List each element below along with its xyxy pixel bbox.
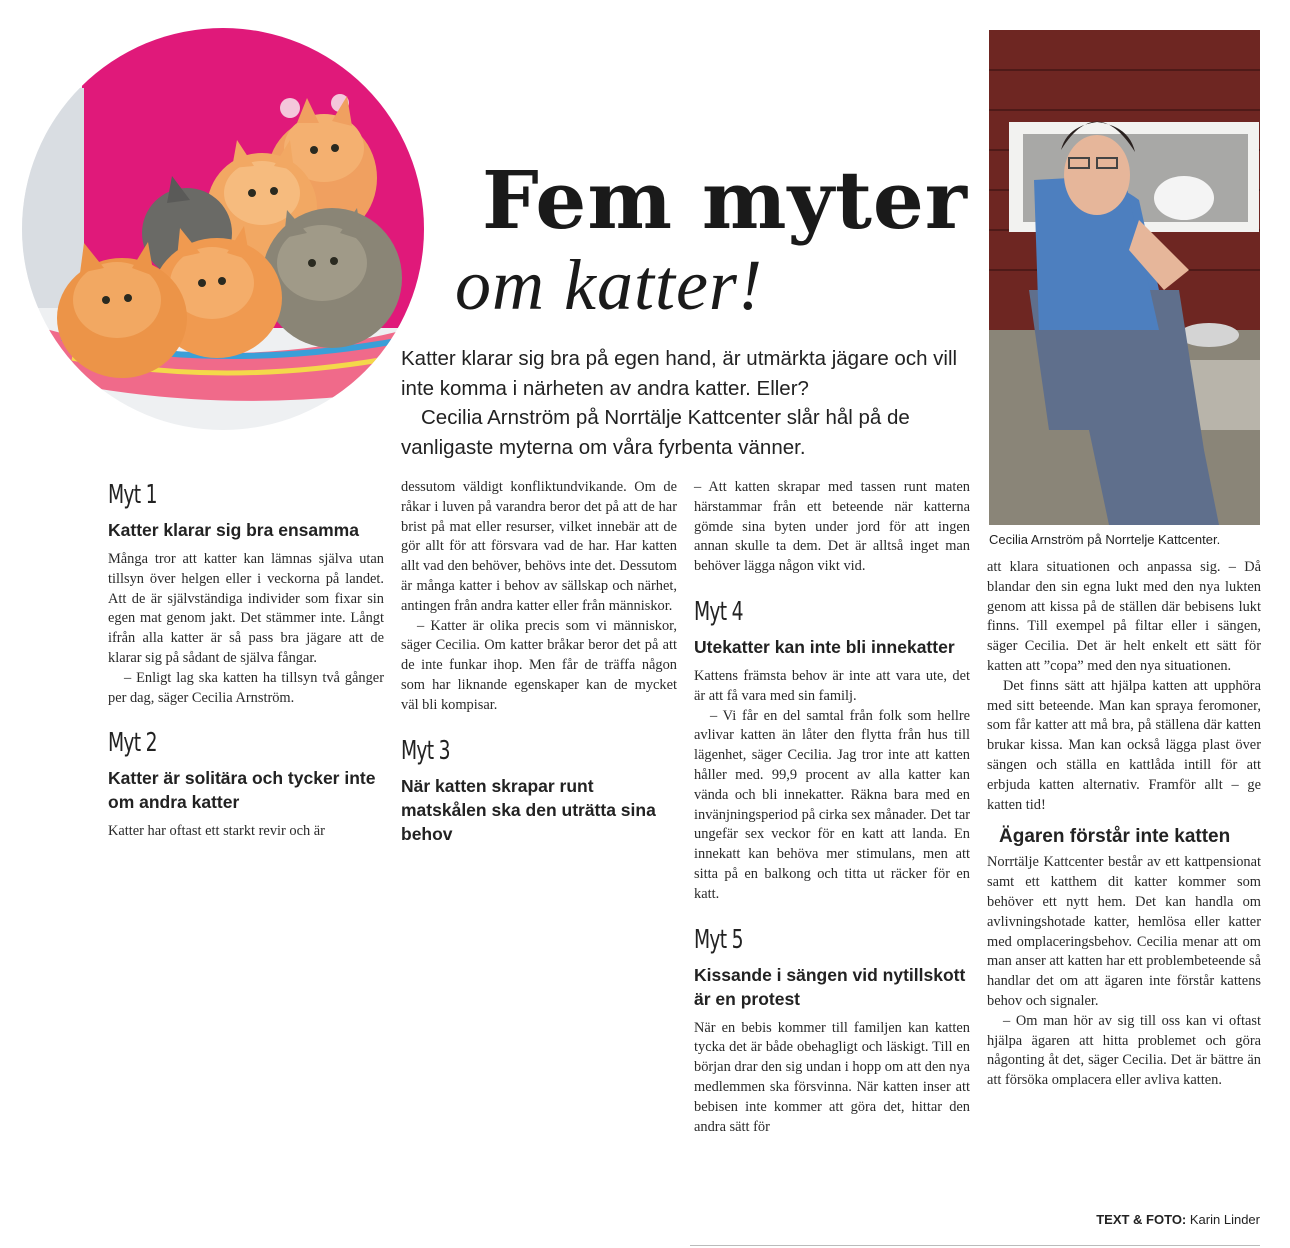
body-paragraph: Katter har oftast ett starkt revir och är (108, 823, 325, 840)
body-paragraph: – Enligt lag ska katten ha tillsyn två gånger per dag, säger Cecilia Arnström. (108, 669, 384, 706)
credit-name: Karin Linder (1189, 1212, 1260, 1227)
myth-5-body-cont (987, 558, 1261, 815)
body-paragraph: Kattens främsta behov är inte att vara ute, det är att få vara med sin familj. (694, 667, 970, 704)
myth-5-label: Myt 5 (694, 924, 743, 955)
myth-1-label: Myt 1 (108, 480, 157, 510)
myth-4-body (694, 667, 970, 905)
bottom-rule (690, 1245, 1260, 1246)
credit-label: TEXT & FOTO: (1096, 1212, 1187, 1227)
myth-1-title: Katter klarar sig bra ensamma (108, 520, 359, 540)
myth-5-body (694, 1019, 970, 1138)
photo-caption: Cecilia Arnström på Norrtelje Kattcenter. (989, 532, 1221, 547)
body-paragraph: att klara situationen och anpassa sig. – Då blandar den sin egna lukt med den nya lukten genom att kissa på de ställen där bebisens lukt finns. Till exempel på filtar eller i sängen, säger Cecilia. Det är helt enkelt ett sätt för katten att ”copa” med den nya situationen. (987, 559, 1261, 674)
myth-3-body (694, 478, 970, 577)
myth-4-title: Utekatter kan inte bli innekatter (694, 636, 955, 657)
portrait-photo (989, 30, 1260, 525)
myth-4-label: Myt 4 (694, 596, 743, 627)
kittens-illustration (22, 28, 424, 430)
headline-line1: Fem myter (482, 153, 968, 247)
body-paragraph: När en bebis kommer till familjen kan katten tycka det är både obehagligt och läskigt. Till en början drar den sig undan i hopp om att den nya medlemmen ska försvinna. När katten inser att bebisen inte kommer att göra det, hittar den andra sätt för (694, 1019, 970, 1135)
body-paragraph: dessutom väldigt konfliktundvikande. Om de råkar i luven på varandra beror det på att de har brist på mat eller resurser, vilket innebär att de gör allt för att försvara vad de har. Har katten allt vad den behöver, behövs inte det. Dessutom är många katter i behov av sällskap och närhet, antingen från andra katter eller från människor. (401, 479, 677, 614)
body-paragraph: – Katter är olika precis som vi människor, säger Cecilia. Om katter bråkar beror det på att de inte funkar ihop. Men får de träffa någon som har liknande egenskaper kan de mycket väl bli kompisar. (401, 617, 677, 713)
column-1 (108, 478, 384, 842)
body-paragraph: – Vi får en del samtal från folk som hellre avlivar katten än låter den flytta från hus till lägenhet, säger Cecilia. Jag tror inte att katten håller med. 99,9 procent av alla katter kan vända och bli innekatter. Räkna bara med en invänjningsperiod på cirka sex månader. Det tar ungefär sex veckor för en katt att landa. En innekatt kan behöva mer stimulans, men att sitta på en balkong och titta ut räcker för en katt. (694, 707, 970, 902)
body-paragraph: Det finns sätt att hjälpa katten att upphöra med sitt beteende. Man kan spraya feromoner, som får katter att må bra, på ställena där katten brukar kissa. Man kan också lägga plast över sängen och ställa en kattlåda intill för att erbjuda katten alternativ. Framför allt – ge katten tid! (987, 677, 1261, 813)
lead-p2: Cecilia Arnström på Norrtälje Kattcenter slår hål på de vanligaste myterna om våra fyrbenta vänner. (401, 406, 910, 459)
body-paragraph: Norrtälje Kattcenter består av ett kattpensionat samt ett katthem dit katter kommer som behöver ett nytt hem. Det kan handla om avlivningshotade katter, hemlösa eller katter med omplaceringsbehov. Cecilia menar att om man anser att katten har ett problembeteende så handlar det om att ägaren inte förstår kattens behov och signaler. (987, 854, 1261, 1009)
headline-line2: om katter! (455, 245, 763, 325)
owner-body (987, 853, 1261, 1091)
myth-5-title: Kissande i sängen vid nytillskott är en protest (694, 964, 966, 1009)
myth-3-title: När katten skrapar runt matskålen ska den uträtta sina behov (401, 775, 656, 844)
myth-2-title: Katter är solitära och tycker inte om andra katter (108, 768, 376, 813)
lead-paragraph (401, 344, 976, 462)
body-paragraph: – Att katten skrapar med tassen runt maten härstammar från ett beteende när katterna gömde sina byten under jord för att ingen annan skulle ta dem. Det är alltså inget man behöver lägga någon vikt vid. (694, 479, 970, 575)
column-3 (694, 478, 970, 1137)
column-4 (987, 558, 1261, 1091)
myth-1-body (108, 550, 384, 708)
myth-2-body (108, 822, 384, 842)
owner-subheading: Ägaren förstår inte katten (999, 826, 1231, 848)
lead-p1: Katter klarar sig bra på egen hand, är utmärkta jägare och vill inte komma i närheten av andra katter. Eller? (401, 347, 958, 400)
myth-2-body-cont (401, 478, 677, 716)
kittens-photo (22, 28, 424, 430)
myth-2-label: Myt 2 (108, 728, 157, 759)
column-2 (401, 478, 677, 854)
body-paragraph: – Om man hör av sig till oss kan vi oftast hjälpa ägaren att hitta problemet och göra någonting åt det, säger Cecilia. Det är bättre än att försöka omplacera eller avliva katten. (987, 1012, 1261, 1089)
portrait-illustration (989, 30, 1260, 525)
myth-3-label: Myt 3 (401, 735, 450, 766)
body-paragraph: Många tror att katter kan lämnas själva utan tillsyn över helgen eller i veckorna på landet. Att de är självständiga individer som fixar sin egen mat genom jakt. Det stämmer inte. Långt ifrån alla katter är så pass bra jägare att de klarar sig på sådant de själva fångar. (108, 551, 384, 666)
byline-credit (1050, 1212, 1260, 1227)
